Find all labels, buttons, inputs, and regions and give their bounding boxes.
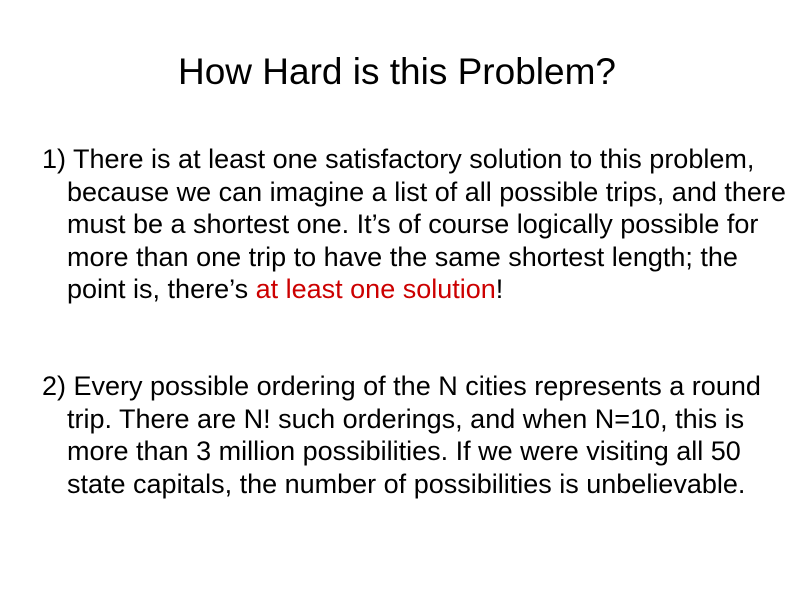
bullet-point-1 bbox=[42, 143, 787, 306]
highlighted-phrase: at least one solution bbox=[255, 274, 496, 304]
bullet-point-1-ending: ! bbox=[495, 274, 504, 304]
slide-title: How Hard is this Problem? bbox=[178, 51, 616, 92]
bullet-point-1-text: 1) There is at least one satisfactory solution to this problem, because we can imagine a list of all possible trips, and there must be a shortest one. It’s of course logically possible for more than one trip to have the same shortest length; the point is, there’s bbox=[42, 144, 786, 304]
bullet-point-2: 2) Every possible ordering of the N cities represents a round trip. There are N! such orderings, and when N=10, this is more than 3 million possibilities. If we were visiting all 50 state capitals, the number of possibilities is unbelievable. bbox=[42, 371, 761, 499]
